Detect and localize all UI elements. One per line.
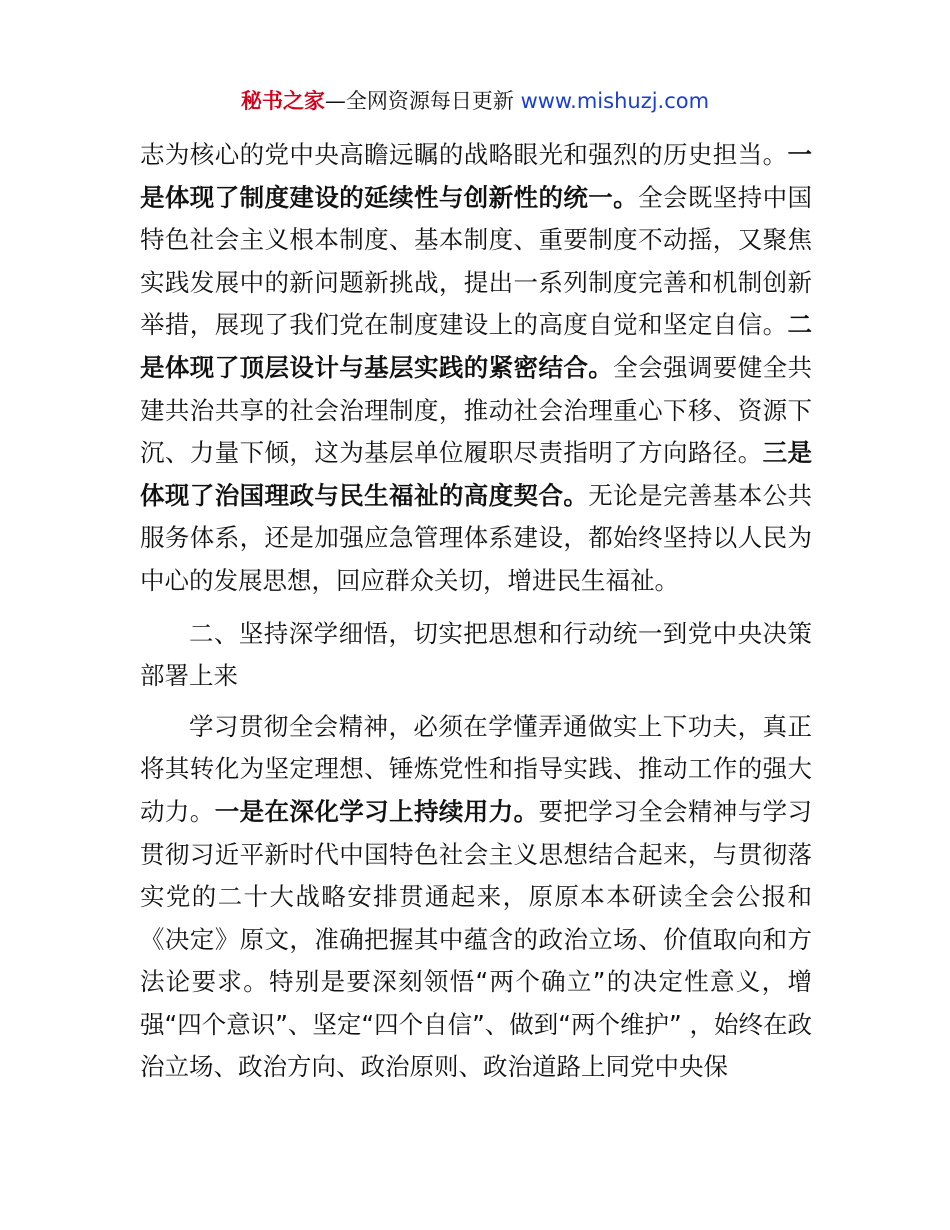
section-heading-2: 二、坚持深学细悟，切实把思想和行动统一到党中央决策部署上来 [140, 618, 812, 691]
site-url-link[interactable]: www.mishuzj.com [520, 89, 710, 113]
site-brand: 秘书之家 [240, 89, 325, 113]
document-body [140, 134, 812, 1089]
paragraph-1-text-3: 全会强调要健全共建共治共享的社会治理制度，推动社会治理重心下移、资源下沉、力量下倾，这为基层单位履职尽责指明了方向路径。 [140, 352, 812, 468]
paragraph-1-text-2: 全会既坚持中国特色社会主义根本制度、基本制度、重要制度不动摇，又聚焦实践发展中的新问题新挑战，提出一系列制度完善和机制创新举措，展现了我们党在制度建设上的高度自觉和坚定自信。 [140, 182, 813, 340]
paragraph-1 [140, 134, 812, 603]
paragraph-2 [140, 706, 812, 1089]
point-1-heading: 一是体现了制度建设的延续性与创新性的统一。 [140, 140, 812, 212]
site-header [0, 86, 950, 116]
section-gap [140, 698, 812, 706]
point-3-heading: 三是体现了治国理政与民生福祉的高度契合。 [140, 438, 812, 510]
point-2-heading: 二是体现了顶层设计与基层实践的紧密结合。 [140, 310, 812, 382]
paragraph-2-text-2: 要把学习全会精神与学习贯彻习近平新时代中国特色社会主义思想结合起来，与贯彻落实党的二十大战略安排贯通起来，原原本本研读全会公报和《决定》原文，准确把握其中蕴含的政治立场、价值取向和方法论要求。特别是要深刻领悟“两个确立”的决定性意义，增强“四个意识”、坚定“四个自信”、做到“两个维护” ，始终在政治立场、政治方向、政治原则、政治道路上同党中央保 [140, 796, 813, 1082]
site-tagline: —全网资源每日更新 [324, 89, 521, 113]
point-1-study-heading: 一是在深化学习上持续用力。 [214, 796, 539, 826]
paragraph-1-text-4: 无论是完善基本公共服务体系，还是加强应急管理体系建设，都始终坚持以人民为中心的发展思想，回应群众关切，增进民生福祉。 [140, 480, 813, 595]
paragraph-1-text-1: 志为核心的党中央高瞻远瞩的战略眼光和强烈的历史担当。 [140, 140, 788, 169]
paragraph-2-text-1: 学习贯彻全会精神，必须在学懂弄通做实上下功夫，真正将其转化为坚定理想、锤炼党性和指导实践、推动工作的强大动力。 [140, 711, 812, 826]
